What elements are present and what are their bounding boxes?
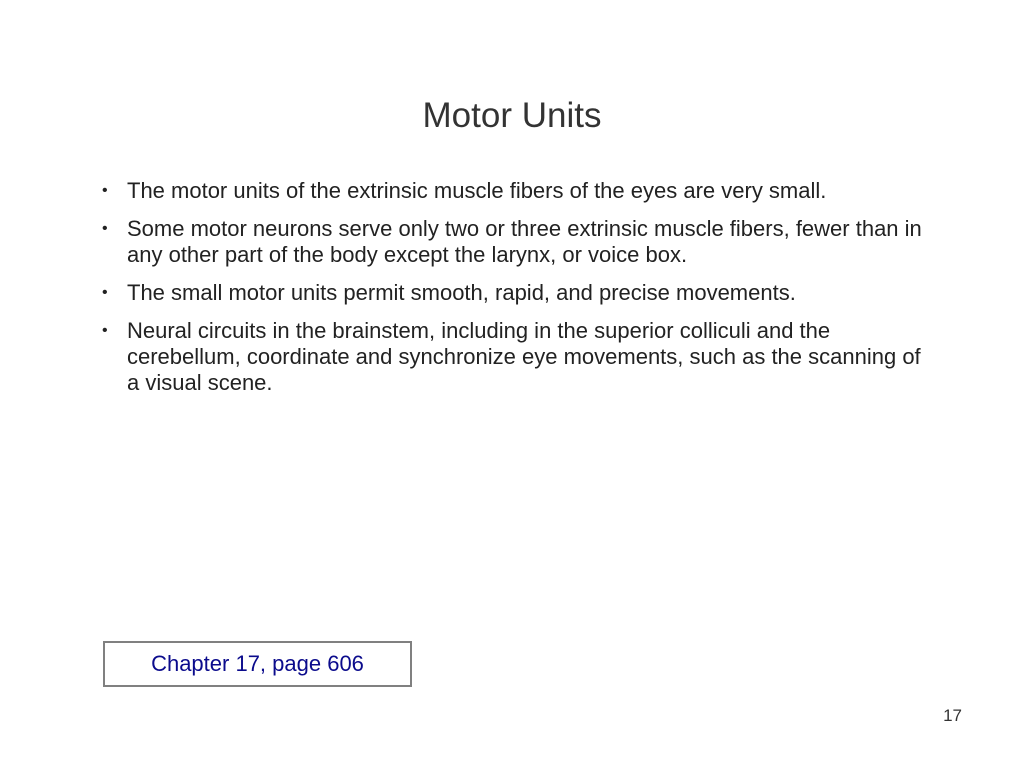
bullet-text: The small motor units permit smooth, rapid, and precise movements. [127,280,796,305]
bullet-item [102,280,922,306]
bullet-text: Neural circuits in the brainstem, including in the superior colliculi and the cerebellum, coordinate and synchronize eye movements, such as the scanning of a visual scene. [127,318,921,395]
bullet-marker: • [102,284,108,301]
bullet-item [102,216,922,268]
reference-box [103,641,412,687]
bullet-text: The motor units of the extrinsic muscle fibers of the eyes are very small. [127,178,827,203]
reference-text: Chapter 17, page 606 [151,651,364,676]
bullet-marker: • [102,322,108,339]
bullet-text: Some motor neurons serve only two or three extrinsic muscle fibers, fewer than in any other part of the body except the larynx, or voice box. [127,216,922,267]
bullet-item [102,178,922,204]
slide-title: Motor Units [422,96,602,135]
page-number: 17 [943,706,962,725]
bullet-item [102,318,922,396]
bullet-list [102,178,922,408]
bullet-marker: • [102,182,108,199]
bullet-marker: • [102,220,108,237]
